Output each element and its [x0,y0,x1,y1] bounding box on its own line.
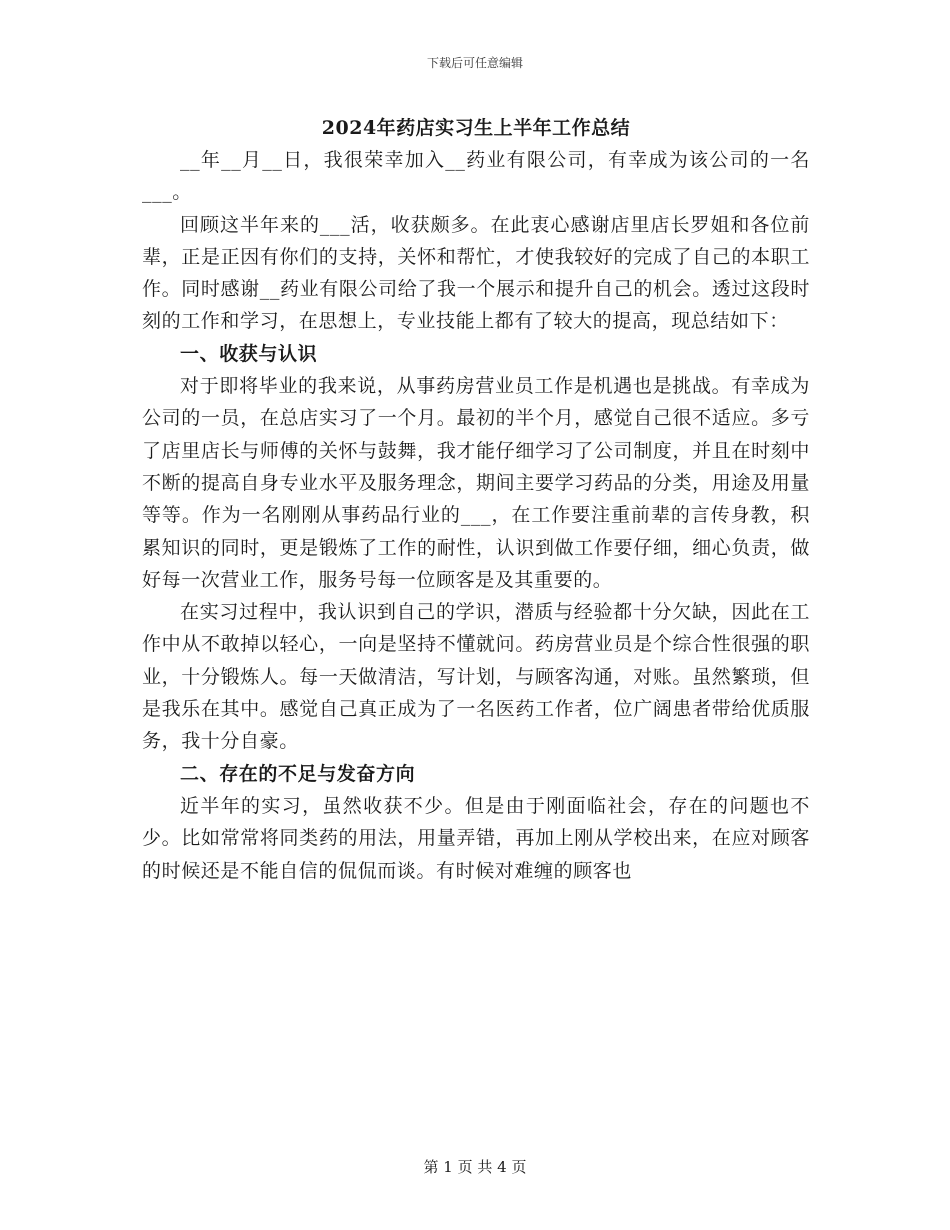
document-body [142,112,810,887]
page-number: 第 1 页 共 4 页 [423,1158,527,1176]
header-note: 下载后可任意编辑 [426,56,523,70]
paragraph-practice: 在实习过程中，我认识到自己的学识，潜质与经验都十分欠缺，因此在工作中从不敢掉以轻心，一向是坚持不懂就问。药房营业员是个综合性很强的职业，十分锻炼人。每一天做清洁，写计划，与顾客沟通，对账。虽然繁琐，但是我乐在其中。感觉自己真正成为了一名医药工作者，位广阔患者带给优质服务，我十分自豪。 [142,601,810,753]
paragraph-intro: __年__月__日，我很荣幸加入__药业有限公司，有幸成为该公司的一名___。 [142,149,810,204]
section-heading-shortcomings: 二、存在的不足与发奋方向 [180,762,416,785]
paragraph-review: 回顾这半年来的___活，收获颇多。在此衷心感谢店里店长罗姐和各位前辈，正是正因有你们的支持，关怀和帮忙，才使我较好的完成了自己的本职工作。同时感谢__药业有限公司给了我一个展示和提升自己的机会。透过这段时刻的工作和学习，在思想上，专业技能上都有了较大的提高，现总结如下： [142,213,810,333]
paragraph-shortcomings: 近半年的实习，虽然收获不少。但是由于刚面临社会，存在的问题也不少。比如常常将同类药的用法，用量弄错，再加上刚从学校出来，在应对顾客的时候还是不能自信的侃侃而谈。有时候对难缠的顾客也 [142,794,810,882]
section-heading-gains: 一、收获与认识 [180,342,318,365]
paragraph-gains: 对于即将毕业的我来说，从事药房营业员工作是机遇也是挑战。有幸成为公司的一员，在总店实习了一个月。最初的半个月，感觉自己很不适应。多亏了店里店长与师傅的关怀与鼓舞，我才能仔细学习了公司制度，并且在时刻中不断的提高自身专业水平及服务理念，期间主要学习药品的分类，用途及用量等等。作为一名刚刚从事药品行业的___，在工作要注重前辈的言传身教，积累知识的同时，更是锻炼了工作的耐性，认识到做工作要仔细，细心负责，做好每一次营业工作，服务号每一位顾客是及其重要的。 [142,375,810,591]
document-title: 2024年药店实习生上半年工作总结 [321,117,631,139]
